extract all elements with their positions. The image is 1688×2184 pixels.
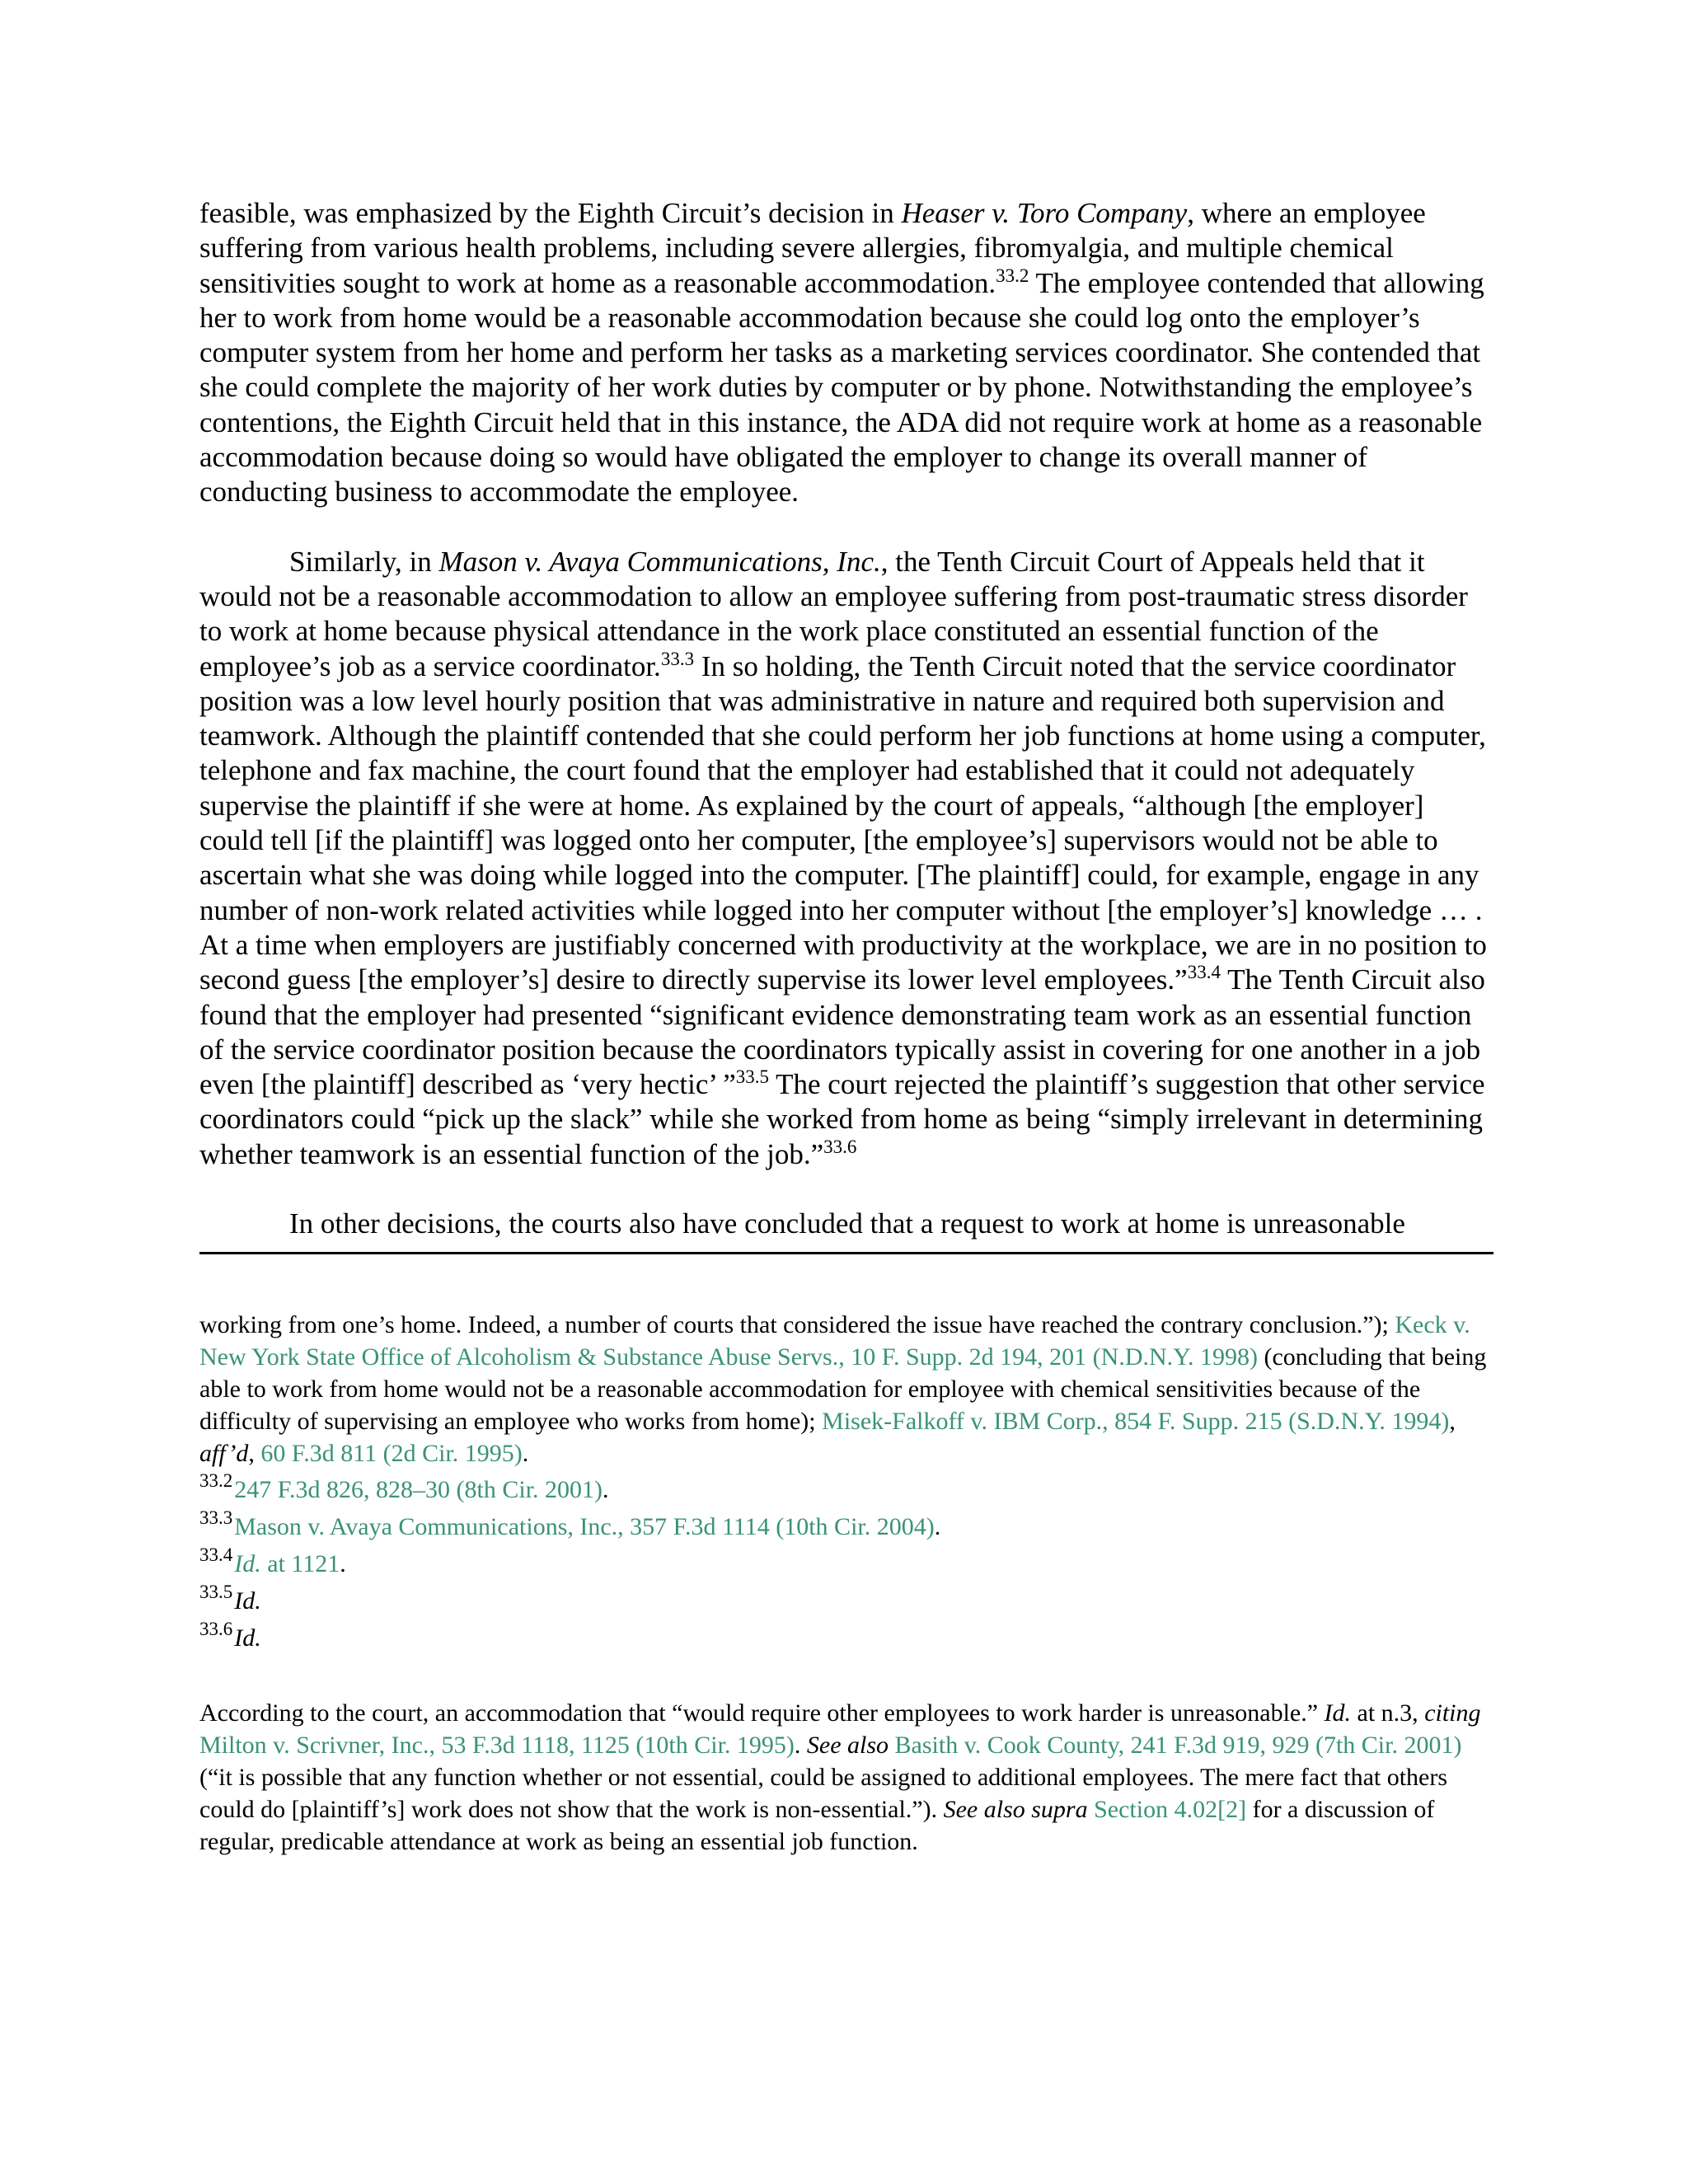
id-signal: Id. xyxy=(234,1624,261,1652)
footnote-number: 33.2 xyxy=(199,1470,233,1492)
id-signal: Id. xyxy=(1324,1699,1352,1727)
footnote-ref-33-5[interactable]: 33.5 xyxy=(735,1066,769,1088)
text-run: In so holding, the Tenth Circuit noted that the service coordinator position was a low level hourly position that was administrative in nature and required both supervision and teamwork. Although the plaintiff contended that she could perform her job functions at home using a computer, telephone and fax machine, the court found that the employer had established that it could not adequately supervise the plaintiff if she were at home. As explained by the court of appeals, “although [the employer] could tell [if the plaintiff] was logged onto her computer, [the employee’s] supervisors would not be able to ascertain what she was doing while logged into the computer. [The plaintiff] could, for example, engage in any number of non-work related activities while logged into her computer without [the employer’s] knowledge … . At a time when employers are justifiably concerned with productivity at the workplace, we are in no position to second guess [the employer’s] desire to directly supervise its lower level employees.” xyxy=(199,649,1487,996)
footnote-ref-33-3[interactable]: 33.3 xyxy=(660,648,695,669)
footnote-number: 33.5 xyxy=(199,1582,233,1603)
footnote-33-4 xyxy=(199,1545,1493,1582)
text-run: , where an employee suffering from various health problems, including severe allergies, fibromyalgia, and multiple chemical sensitivities sought to work at home as a reasonable accommodation. xyxy=(199,197,1426,299)
see-also-supra-signal: See also supra xyxy=(943,1796,1088,1824)
id-signal: Id. xyxy=(234,1550,261,1578)
text-run: The Tenth Circuit also found that the employer had presented “significant evidence demonstrating team work as an essential function of the service coordinator position because the coordinators typically assist in covering for one another in a job even [the plaintiff] described as ‘very hectic’ ” xyxy=(199,963,1485,1101)
case-name-mason: Mason v. Avaya Communications, Inc. xyxy=(438,545,881,578)
footnote-tail-note xyxy=(199,1697,1493,1858)
text-run: . xyxy=(934,1513,941,1541)
text-run: The court rejected the plaintiff’s suggestion that other service coordinators could “pick up the slack” while she worked from home as being “simply irrelevant in determining whether teamwork is an essential function of the job.” xyxy=(199,1068,1485,1170)
citation-link-keck[interactable]: Keck v. New York State Office of Alcoholism & Substance Abuse Servs., 10 F. Supp. 2d 194, 201 (N.D.N.Y. 1998) xyxy=(199,1311,1470,1371)
footnote-33-5 xyxy=(199,1582,1493,1619)
text-run: . xyxy=(603,1476,609,1504)
footnote-number: 33.6 xyxy=(199,1619,233,1640)
section-link-4-02-2[interactable]: Section 4.02[2] xyxy=(1094,1796,1247,1824)
text-run: (“it is possible that any function whether or not essential, could be assigned to additional employees. The mere fact that others could do [plaintiff’s] work does not show that the work is non-essential.”). xyxy=(199,1764,1448,1824)
citation-link-247-f3d-826[interactable]: 247 F.3d 826, 828–30 (8th Cir. 2001) xyxy=(234,1476,603,1504)
text-run: for a discussion of regular, predicable attendance at work as being an essential job function. xyxy=(199,1796,1435,1856)
paragraph-mason xyxy=(199,545,1493,1172)
text-run: feasible, was emphasized by the Eighth Circuit’s decision in xyxy=(199,197,902,229)
text-run: Similarly, in xyxy=(289,545,439,578)
footnote-ref-33-6[interactable]: 33.6 xyxy=(823,1136,857,1157)
citation-link-misek-falkoff[interactable]: Misek-Falkoff v. IBM Corp., 854 F. Supp. 215 (S.D.N.Y. 1994) xyxy=(822,1408,1450,1436)
paragraph-other-decisions xyxy=(199,1207,1493,1241)
case-name-heaser: Heaser v. Toro Company xyxy=(901,197,1188,229)
footnote-33-3 xyxy=(199,1508,1493,1545)
paragraph-heaser xyxy=(199,196,1493,510)
text-run: . xyxy=(340,1550,346,1578)
text-run: . xyxy=(522,1440,529,1468)
footnote-separator xyxy=(199,1252,1493,1254)
text-run: at n.3, xyxy=(1351,1699,1425,1727)
text-run: , xyxy=(1449,1408,1456,1436)
citation-link-id-at-1121[interactable] xyxy=(234,1550,340,1577)
footnote-33-6 xyxy=(199,1619,1493,1657)
document-page xyxy=(199,196,1493,1858)
citation-link-basith[interactable]: Basith v. Cook County, 241 F.3d 919, 929 (7th Cir. 2001) xyxy=(894,1732,1462,1760)
citation-link-milton[interactable]: Milton v. Scrivner, Inc., 53 F.3d 1118, 1125 (10th Cir. 1995) xyxy=(199,1732,795,1760)
footnote-number: 33.4 xyxy=(199,1544,233,1566)
text-run xyxy=(889,1732,895,1759)
footnote-33-2 xyxy=(199,1471,1493,1508)
citing-signal: citing xyxy=(1424,1699,1481,1727)
footnote-ref-33-4[interactable]: 33.4 xyxy=(1187,962,1221,983)
citation-link-mason[interactable]: Mason v. Avaya Communications, Inc., 357 F.3d 1114 (10th Cir. 2004) xyxy=(234,1513,935,1541)
body-text xyxy=(199,196,1493,1241)
footnote-ref-33-2[interactable]: 33.2 xyxy=(996,265,1029,286)
see-also-signal: See also xyxy=(806,1732,889,1760)
footnotes xyxy=(199,1309,1493,1858)
text-run: . xyxy=(794,1732,807,1760)
text-run: In other decisions, the courts also have concluded that a request to work at home is unreasonable xyxy=(289,1207,1405,1240)
id-signal: Id. xyxy=(234,1587,261,1615)
text-run: The employee contended that allowing her to work from home would be a reasonable accommodation because she could log onto the employer’s computer system from her home and perform her tasks as a marketing services coordinator. She contended that she could complete the majority of her work duties by computer or by phone. Notwithstanding the employee’s contentions, the Eighth Circuit held that in this instance, the ADA did not require work at home as a reasonable accommodation because doing so would have obligated the employer to change its overall manner of conducting business to accommodate the employee. xyxy=(199,266,1484,509)
text-run: working from one’s home. Indeed, a number of courts that considered the issue have reached the contrary conclusion.”); xyxy=(199,1311,1395,1339)
footnote-continuation xyxy=(199,1309,1493,1469)
citation-link-60-f3d-811[interactable]: 60 F.3d 811 (2d Cir. 1995) xyxy=(260,1440,523,1468)
text-run: (concluding that being able to work from home would not be a reasonable accommodation for employee with chemical sensitivities because of the difficulty of supervising an employee who works from home); xyxy=(199,1343,1487,1436)
text-run xyxy=(1088,1796,1095,1823)
text-run: , the Tenth Circuit Court of Appeals held that it would not be a reasonable accommodation to allow an employee suffering from post-traumatic stress disorder to work at home because physical attendance in the work place constituted an essential function of the employee’s job as a service coordinator. xyxy=(199,545,1468,682)
text-run: According to the court, an accommodation that “would require other employees to work harder is unreasonable.” xyxy=(199,1699,1325,1727)
footnote-number: 33.3 xyxy=(199,1507,233,1529)
affd-signal: aff’d xyxy=(199,1440,249,1468)
text-run: , xyxy=(248,1440,261,1468)
text-run: at 1121 xyxy=(260,1550,340,1578)
